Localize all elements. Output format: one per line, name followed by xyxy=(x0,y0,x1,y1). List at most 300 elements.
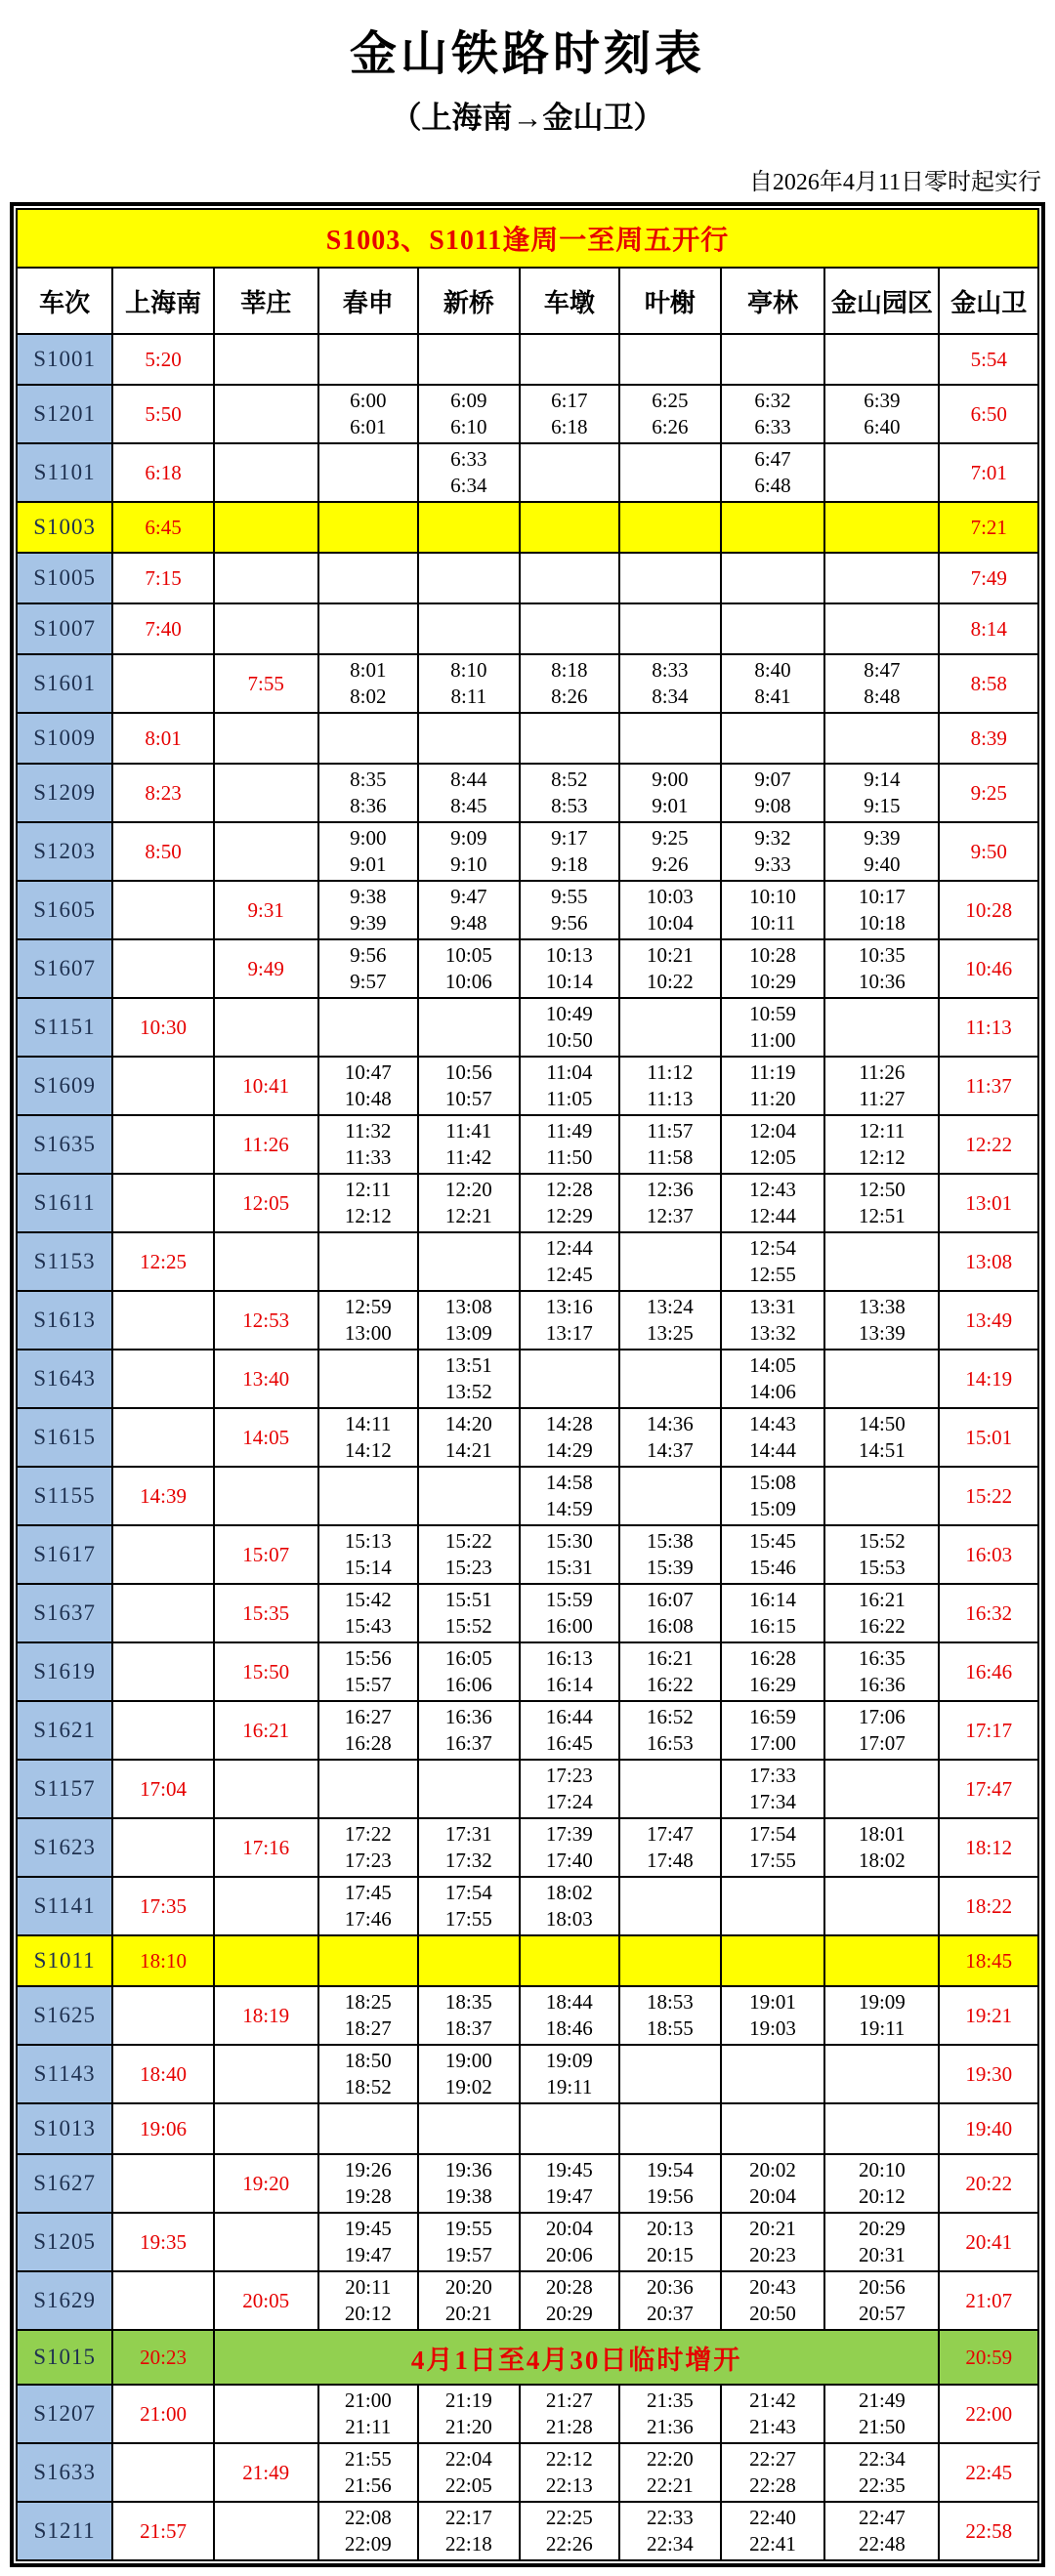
time-value: 15:07 xyxy=(242,1542,290,1566)
time-value: 9:14 xyxy=(864,768,901,791)
departure-time-cell xyxy=(112,1642,214,1701)
stop-time-cell xyxy=(520,2045,620,2103)
departure-time-cell xyxy=(214,443,318,502)
stop-time-cell xyxy=(721,603,825,654)
stop-time-cell xyxy=(520,939,620,998)
stop-time-cell xyxy=(619,1232,721,1291)
time-value: 7:55 xyxy=(247,671,284,695)
time-value: 20:36 xyxy=(646,2275,694,2299)
train-number: S1013 xyxy=(17,2103,112,2154)
time-value: 10:28 xyxy=(965,897,1013,922)
stop-time-cell xyxy=(721,1642,825,1701)
time-value: 12:05 xyxy=(242,1190,290,1215)
time-value: 12:29 xyxy=(545,1204,593,1227)
stop-time-cell xyxy=(318,2045,419,2103)
terminal-arrival-time-cell xyxy=(939,1986,1038,2045)
train-number: S1629 xyxy=(17,2271,112,2330)
time-value: 21:19 xyxy=(444,2389,492,2412)
time-value: 9:08 xyxy=(754,794,791,817)
stop-time-cell xyxy=(318,1986,419,2045)
time-value: 18:35 xyxy=(444,1990,492,2014)
terminal-arrival-time-cell xyxy=(939,1701,1038,1760)
time-value: 19:45 xyxy=(545,2158,593,2181)
time-value: 20:29 xyxy=(545,2302,593,2325)
time-value: 19:21 xyxy=(965,2003,1013,2027)
time-value: 13:31 xyxy=(749,1295,796,1318)
time-value: 18:37 xyxy=(444,2016,492,2040)
departure-time-cell xyxy=(214,502,318,553)
time-value: 10:46 xyxy=(965,956,1013,980)
time-value: 17:22 xyxy=(344,1822,392,1846)
time-value: 12:50 xyxy=(858,1178,906,1201)
stop-time-cell xyxy=(418,1115,520,1174)
time-value: 20:23 xyxy=(140,2345,187,2369)
stop-time-cell xyxy=(318,1057,419,1115)
stop-time-cell xyxy=(520,1986,620,2045)
time-value: 17:24 xyxy=(545,1790,593,1813)
train-number: S1627 xyxy=(17,2154,112,2213)
time-value: 15:42 xyxy=(344,1588,392,1611)
train-number: S1609 xyxy=(17,1057,112,1115)
stop-time-cell xyxy=(418,1818,520,1877)
stop-time-cell xyxy=(619,998,721,1057)
time-value: 19:11 xyxy=(546,2075,593,2098)
time-value: 21:20 xyxy=(444,2415,492,2438)
time-value: 12:44 xyxy=(749,1204,796,1227)
stop-time-cell xyxy=(520,2103,620,2154)
time-value: 16:32 xyxy=(965,1600,1013,1625)
time-value: 13:17 xyxy=(545,1321,593,1345)
stop-time-cell xyxy=(520,1057,620,1115)
time-value: 17:23 xyxy=(545,1764,593,1787)
stop-time-cell xyxy=(619,603,721,654)
stop-time-cell xyxy=(721,1986,825,2045)
train-number: S1009 xyxy=(17,713,112,764)
column-header-station: 亭林 xyxy=(721,268,825,334)
train-number: S1637 xyxy=(17,1584,112,1642)
stop-time-cell xyxy=(318,1701,419,1760)
time-value: 18:44 xyxy=(545,1990,593,2014)
time-value: 6:17 xyxy=(551,389,588,412)
time-value: 10:14 xyxy=(545,970,593,993)
time-value: 18:19 xyxy=(242,2003,290,2027)
stop-time-cell xyxy=(418,1935,520,1986)
time-value: 22:25 xyxy=(545,2506,593,2529)
time-value: 8:01 xyxy=(350,658,387,682)
time-value: 17:16 xyxy=(242,1835,290,1859)
time-value: 11:04 xyxy=(546,1060,593,1084)
time-value: 8:26 xyxy=(551,685,588,708)
terminal-arrival-time-cell xyxy=(939,1525,1038,1584)
stop-time-cell xyxy=(520,1642,620,1701)
time-value: 9:10 xyxy=(450,852,487,876)
stop-time-cell xyxy=(824,2154,939,2213)
departure-time-cell xyxy=(112,1525,214,1584)
stop-time-cell xyxy=(318,1115,419,1174)
stop-time-cell xyxy=(619,1877,721,1935)
departure-time-cell xyxy=(214,1232,318,1291)
terminal-arrival-time-cell xyxy=(939,2154,1038,2213)
train-row-S1013 xyxy=(17,2103,1038,2154)
stop-time-cell xyxy=(619,502,721,553)
departure-time-cell xyxy=(214,1584,318,1642)
train-row-S1011 xyxy=(17,1935,1038,1986)
stop-time-cell xyxy=(318,1467,419,1525)
departure-time-cell xyxy=(112,2443,214,2502)
departure-time-cell xyxy=(214,2271,318,2330)
stop-time-cell xyxy=(619,1057,721,1115)
time-value: 6:00 xyxy=(350,389,387,412)
terminal-arrival-time-cell xyxy=(939,1291,1038,1350)
column-header-station: 叶榭 xyxy=(619,268,721,334)
time-value: 10:06 xyxy=(444,970,492,993)
train-number: S1007 xyxy=(17,603,112,654)
time-value: 17:45 xyxy=(344,1881,392,1904)
stop-time-cell xyxy=(520,2213,620,2271)
stop-time-cell xyxy=(721,713,825,764)
terminal-arrival-time-cell xyxy=(939,1642,1038,1701)
time-value: 10:35 xyxy=(858,943,906,967)
time-value: 9:25 xyxy=(970,780,1007,805)
terminal-arrival-time-cell xyxy=(939,822,1038,881)
time-value: 11:58 xyxy=(647,1145,694,1169)
stop-time-cell xyxy=(318,654,419,713)
terminal-arrival-time-cell xyxy=(939,1232,1038,1291)
time-value: 10:56 xyxy=(444,1060,492,1084)
stop-time-cell xyxy=(721,1291,825,1350)
stop-time-cell xyxy=(520,385,620,443)
time-value: 11:13 xyxy=(965,1015,1012,1039)
time-value: 13:49 xyxy=(965,1308,1013,1332)
stop-time-cell xyxy=(318,1642,419,1701)
stop-time-cell xyxy=(721,553,825,603)
terminal-arrival-time-cell xyxy=(939,1935,1038,1986)
time-value: 9:26 xyxy=(652,852,689,876)
time-value: 10:22 xyxy=(646,970,694,993)
time-value: 10:29 xyxy=(749,970,796,993)
time-value: 19:02 xyxy=(444,2075,492,2098)
time-value: 12:11 xyxy=(345,1178,392,1201)
train-number: S1621 xyxy=(17,1701,112,1760)
time-value: 16:52 xyxy=(646,1705,694,1728)
stop-time-cell xyxy=(418,1525,520,1584)
time-value: 18:40 xyxy=(140,2061,187,2086)
stop-time-cell xyxy=(619,2443,721,2502)
time-value: 16:28 xyxy=(344,1731,392,1755)
time-value: 10:17 xyxy=(858,885,906,908)
stop-time-cell xyxy=(418,1467,520,1525)
time-value: 22:05 xyxy=(444,2473,492,2497)
time-value: 19:30 xyxy=(965,2061,1013,2086)
column-header-station: 金山园区 xyxy=(824,268,939,334)
time-value: 13:51 xyxy=(444,1353,492,1377)
departure-time-cell xyxy=(112,1935,214,1986)
time-value: 21:35 xyxy=(646,2389,694,2412)
time-value: 9:57 xyxy=(350,970,387,993)
time-value: 13:09 xyxy=(444,1321,492,1345)
time-value: 11:05 xyxy=(546,1087,593,1110)
train-row-S1007 xyxy=(17,603,1038,654)
time-value: 13:25 xyxy=(646,1321,694,1345)
train-row-S1157 xyxy=(17,1760,1038,1818)
terminal-arrival-time-cell xyxy=(939,2103,1038,2154)
time-value: 19:47 xyxy=(344,2243,392,2266)
time-value: 10:21 xyxy=(646,943,694,967)
stop-time-cell xyxy=(619,2213,721,2271)
terminal-arrival-time-cell xyxy=(939,443,1038,502)
stop-time-cell xyxy=(619,1408,721,1467)
time-value: 20:11 xyxy=(345,2275,392,2299)
departure-time-cell xyxy=(112,1584,214,1642)
timetable xyxy=(16,208,1039,2561)
time-value: 12:12 xyxy=(344,1204,392,1227)
time-value: 7:01 xyxy=(970,460,1007,484)
train-number: S1201 xyxy=(17,385,112,443)
departure-time-cell xyxy=(112,1701,214,1760)
time-value: 16:07 xyxy=(646,1588,694,1611)
time-value: 21:50 xyxy=(858,2415,906,2438)
time-value: 15:38 xyxy=(646,1529,694,1553)
time-value: 7:49 xyxy=(970,565,1007,590)
stop-time-cell xyxy=(318,385,419,443)
stop-time-cell xyxy=(318,713,419,764)
departure-time-cell xyxy=(214,939,318,998)
stop-time-cell xyxy=(318,1760,419,1818)
time-value: 16:46 xyxy=(965,1659,1013,1683)
time-value: 10:36 xyxy=(858,970,906,993)
time-value: 17:40 xyxy=(545,1849,593,1872)
time-value: 22:09 xyxy=(344,2532,392,2555)
stop-time-cell xyxy=(824,2502,939,2560)
time-value: 14:59 xyxy=(545,1497,593,1520)
stop-time-cell xyxy=(520,603,620,654)
time-value: 6:34 xyxy=(450,474,487,497)
stop-time-cell xyxy=(318,2103,419,2154)
time-value: 16:08 xyxy=(646,1614,694,1638)
time-value: 13:24 xyxy=(646,1295,694,1318)
terminal-arrival-time-cell xyxy=(939,654,1038,713)
stop-time-cell xyxy=(520,502,620,553)
departure-time-cell xyxy=(112,881,214,939)
terminal-arrival-time-cell xyxy=(939,1174,1038,1232)
departure-time-cell xyxy=(112,654,214,713)
time-value: 14:21 xyxy=(444,1438,492,1462)
time-value: 15:09 xyxy=(749,1497,796,1520)
stop-time-cell xyxy=(824,1584,939,1642)
train-number: S1601 xyxy=(17,654,112,713)
stop-time-cell xyxy=(418,1057,520,1115)
time-value: 20:06 xyxy=(545,2243,593,2266)
time-value: 21:27 xyxy=(545,2389,593,2412)
train-row-S1601 xyxy=(17,654,1038,713)
time-value: 6:01 xyxy=(350,415,387,438)
time-value: 18:10 xyxy=(140,1948,187,1973)
time-value: 15:08 xyxy=(749,1471,796,1494)
stop-time-cell xyxy=(721,334,825,385)
stop-time-cell xyxy=(619,713,721,764)
time-value: 22:41 xyxy=(749,2532,796,2555)
time-value: 16:21 xyxy=(242,1718,290,1742)
time-value: 8:34 xyxy=(652,685,689,708)
stop-time-cell xyxy=(318,2443,419,2502)
train-row-S1643 xyxy=(17,1350,1038,1408)
stop-time-cell xyxy=(721,1467,825,1525)
stop-time-cell xyxy=(418,502,520,553)
time-value: 20:12 xyxy=(858,2184,906,2208)
time-value: 16:06 xyxy=(444,1673,492,1696)
column-header-station: 春申 xyxy=(318,268,419,334)
time-value: 14:39 xyxy=(140,1483,187,1508)
time-value: 22:27 xyxy=(749,2447,796,2471)
train-number: S1619 xyxy=(17,1642,112,1701)
stop-time-cell xyxy=(520,334,620,385)
time-value: 14:12 xyxy=(344,1438,392,1462)
stop-time-cell xyxy=(418,443,520,502)
time-value: 13:40 xyxy=(242,1366,290,1391)
stop-time-cell xyxy=(619,1935,721,1986)
departure-time-cell xyxy=(112,1057,214,1115)
time-value: 10:47 xyxy=(344,1060,392,1084)
time-value: 14:50 xyxy=(858,1412,906,1435)
stop-time-cell xyxy=(318,764,419,822)
stop-time-cell xyxy=(318,1525,419,1584)
stop-time-cell xyxy=(418,939,520,998)
terminal-arrival-time-cell xyxy=(939,385,1038,443)
time-value: 21:11 xyxy=(345,2415,392,2438)
stop-time-cell xyxy=(418,1408,520,1467)
time-value: 8:18 xyxy=(551,658,588,682)
time-value: 17:07 xyxy=(858,1731,906,1755)
stop-time-cell xyxy=(418,2103,520,2154)
stop-time-cell xyxy=(619,1760,721,1818)
time-value: 9:55 xyxy=(551,885,588,908)
time-value: 21:00 xyxy=(344,2389,392,2412)
time-value: 9:32 xyxy=(754,826,791,850)
time-value: 9:38 xyxy=(350,885,387,908)
stop-time-cell xyxy=(520,1525,620,1584)
stop-time-cell xyxy=(418,1986,520,2045)
departure-time-cell xyxy=(214,1174,318,1232)
train-row-S1207 xyxy=(17,2385,1038,2443)
departure-time-cell xyxy=(112,1408,214,1467)
time-value: 14:51 xyxy=(858,1438,906,1462)
stop-time-cell xyxy=(418,1877,520,1935)
time-value: 21:49 xyxy=(858,2389,906,2412)
time-value: 6:09 xyxy=(450,389,487,412)
time-value: 22:40 xyxy=(749,2506,796,2529)
time-value: 20:28 xyxy=(545,2275,593,2299)
stop-time-cell xyxy=(318,1232,419,1291)
time-value: 22:08 xyxy=(344,2506,392,2529)
stop-time-cell xyxy=(824,998,939,1057)
time-value: 17:35 xyxy=(140,1893,187,1918)
departure-time-cell xyxy=(112,2271,214,2330)
stop-time-cell xyxy=(824,1467,939,1525)
time-value: 20:20 xyxy=(444,2275,492,2299)
time-value: 8:40 xyxy=(754,658,791,682)
time-value: 14:36 xyxy=(646,1412,694,1435)
stop-time-cell xyxy=(619,2103,721,2154)
time-value: 18:53 xyxy=(646,1990,694,2014)
departure-time-cell xyxy=(214,603,318,654)
stop-time-cell xyxy=(619,2045,721,2103)
time-value: 20:10 xyxy=(858,2158,906,2181)
train-row-S1623 xyxy=(17,1818,1038,1877)
departure-time-cell xyxy=(214,1408,318,1467)
time-value: 17:33 xyxy=(749,1764,796,1787)
time-value: 11:41 xyxy=(445,1119,492,1143)
stop-time-cell xyxy=(721,443,825,502)
stop-time-cell xyxy=(824,2271,939,2330)
departure-time-cell xyxy=(214,2154,318,2213)
stop-time-cell xyxy=(619,1291,721,1350)
time-value: 14:58 xyxy=(545,1471,593,1494)
train-number: S1203 xyxy=(17,822,112,881)
time-value: 19:03 xyxy=(749,2016,796,2040)
departure-time-cell xyxy=(214,2045,318,2103)
stop-time-cell xyxy=(619,939,721,998)
time-value: 13:08 xyxy=(444,1295,492,1318)
departure-time-cell xyxy=(214,713,318,764)
stop-time-cell xyxy=(619,2271,721,2330)
stop-time-cell xyxy=(318,1877,419,1935)
stop-time-cell xyxy=(721,881,825,939)
time-value: 8:44 xyxy=(450,768,487,791)
time-value: 11:33 xyxy=(345,1145,392,1169)
stop-time-cell xyxy=(418,1584,520,1642)
departure-time-cell xyxy=(214,2103,318,2154)
time-value: 10:30 xyxy=(140,1015,187,1039)
stop-time-cell xyxy=(318,2502,419,2560)
time-value: 15:23 xyxy=(444,1556,492,1579)
weekday-service-banner: S1003、S1011逢周一至周五开行 xyxy=(17,209,1038,268)
time-value: 18:46 xyxy=(545,2016,593,2040)
train-row-S1101 xyxy=(17,443,1038,502)
stop-time-cell xyxy=(619,1584,721,1642)
time-value: 9:01 xyxy=(652,794,689,817)
train-row-S1619 xyxy=(17,1642,1038,1701)
time-value: 15:01 xyxy=(965,1425,1013,1449)
stop-time-cell xyxy=(520,2154,620,2213)
terminal-arrival-time-cell xyxy=(939,2443,1038,2502)
departure-time-cell xyxy=(112,2385,214,2443)
stop-time-cell xyxy=(824,2103,939,2154)
train-number: S1617 xyxy=(17,1525,112,1584)
time-value: 8:53 xyxy=(551,794,588,817)
time-value: 20:15 xyxy=(646,2243,694,2266)
time-value: 6:25 xyxy=(652,389,689,412)
time-value: 17:34 xyxy=(749,1790,796,1813)
time-value: 11:27 xyxy=(859,1087,906,1110)
terminal-arrival-time-cell xyxy=(939,2045,1038,2103)
train-row-S1633 xyxy=(17,2443,1038,2502)
column-header-station: 新桥 xyxy=(418,268,520,334)
train-number: S1155 xyxy=(17,1467,112,1525)
time-value: 20:04 xyxy=(545,2217,593,2240)
time-value: 9:00 xyxy=(350,826,387,850)
stop-time-cell xyxy=(824,1232,939,1291)
time-value: 16:44 xyxy=(545,1705,593,1728)
time-value: 9:56 xyxy=(551,911,588,935)
time-value: 22:34 xyxy=(858,2447,906,2471)
stop-time-cell xyxy=(418,1760,520,1818)
terminal-arrival-time-cell xyxy=(939,1350,1038,1408)
stop-time-cell xyxy=(418,334,520,385)
train-number: S1143 xyxy=(17,2045,112,2103)
time-value: 8:14 xyxy=(970,616,1007,641)
time-value: 15:45 xyxy=(749,1529,796,1553)
time-value: 16:36 xyxy=(444,1705,492,1728)
